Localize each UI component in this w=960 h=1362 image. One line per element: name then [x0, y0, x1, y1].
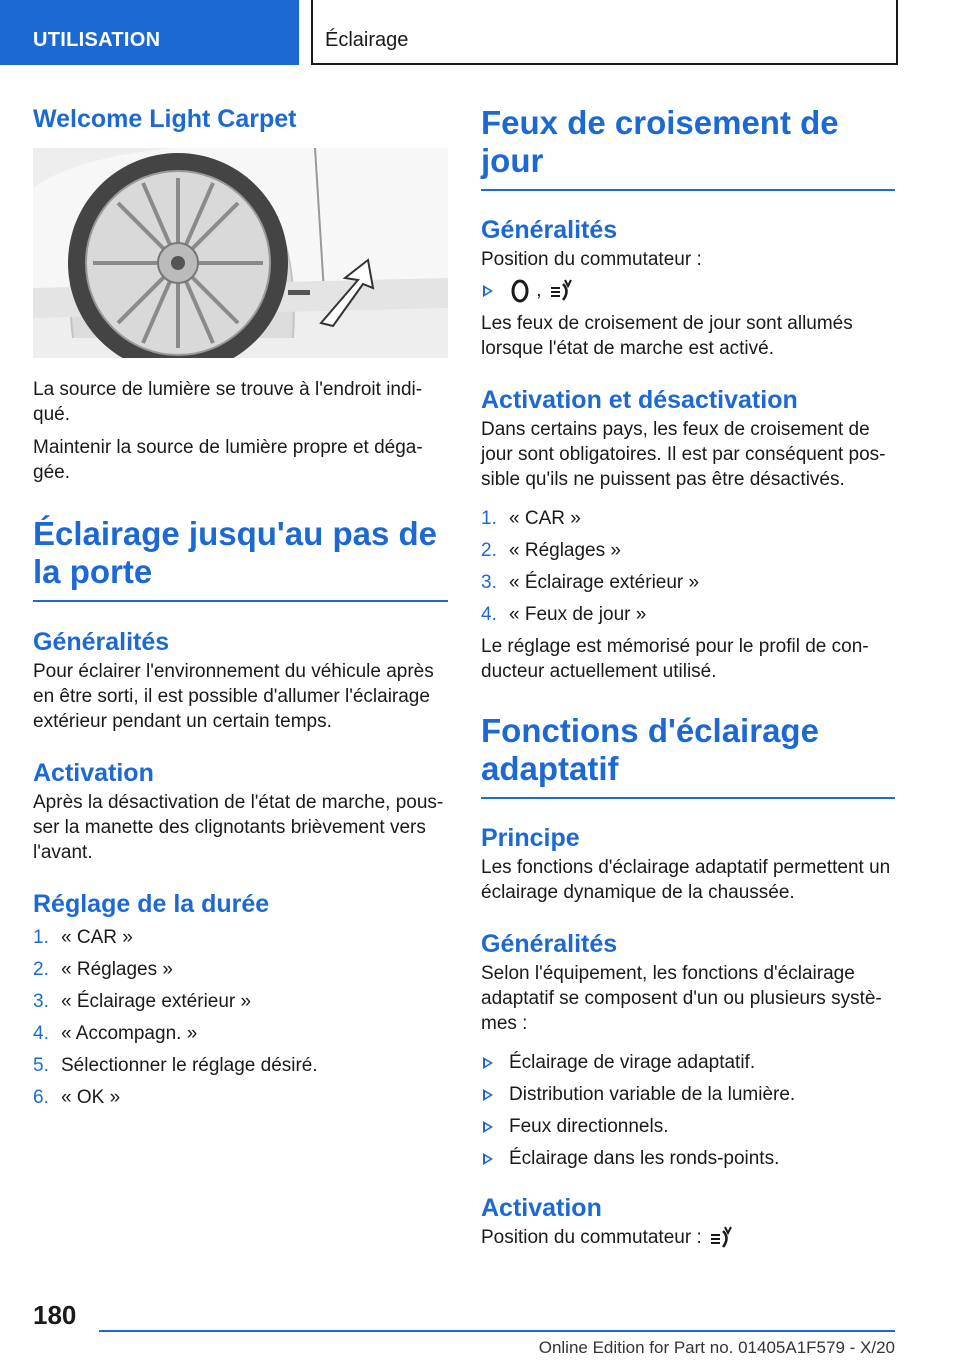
- act-deact-text: Dans certains pays, les feux de croisement de jour sont obligatoires. Il est par conséquent pos‐sible qu'ils ne puissent pas être désactivés.: [481, 419, 886, 490]
- adaptive-activation-title: Activation: [481, 1194, 602, 1222]
- drl-steps: [481, 506, 895, 627]
- drl-general-title: Généralités: [481, 216, 618, 244]
- duration-title: Réglage de la durée: [33, 890, 270, 918]
- list-item: Éclairage dans les ronds-points.: [481, 1146, 895, 1171]
- light-off-icon: [509, 279, 531, 303]
- adaptive-bullets: [481, 1050, 895, 1171]
- drl-title: Feux de croisement de jour: [481, 104, 895, 191]
- adaptive-general-text: Selon l'équipement, les fonctions d'éclairage adaptatif se composent d'un ou plusieurs systè‐mes :: [481, 963, 882, 1034]
- auto-light-icon: [707, 1225, 733, 1251]
- page-number: 180: [33, 1300, 77, 1330]
- memo-text: Le réglage est mémorisé pour le profil de con‐ducteur actuellement utilisé.: [481, 636, 869, 682]
- act-deact-title: Activation et désactivation: [481, 386, 798, 414]
- left-column: [33, 104, 448, 1117]
- list-item: 2. « Réglages »: [33, 959, 173, 980]
- chapter-header: [311, 0, 898, 65]
- welcome-title: Welcome Light Carpet: [33, 105, 297, 133]
- list-item: 1. « CAR »: [481, 508, 581, 529]
- principle-title: Principe: [481, 824, 580, 852]
- general-title: Généralités: [33, 628, 170, 656]
- switch-position-label: Position du commutateur :: [481, 249, 702, 270]
- welcome-text-1: La source de lumière se trouve à l'endroit indi‐qué.: [33, 379, 423, 425]
- list-item: 5. Sélectionner le réglage désiré.: [33, 1055, 318, 1076]
- adaptive-general-title: Généralités: [481, 930, 618, 958]
- adaptive-title: Fonctions d'éclairage adaptatif: [481, 712, 895, 799]
- list-item: 6. « OK »: [33, 1087, 121, 1108]
- activation-title: Activation: [33, 759, 154, 787]
- principle-text: Les fonctions d'éclairage adaptatif permettent un éclairage dynamique de la chaussée.: [481, 857, 891, 903]
- list-item: 2. « Réglages »: [481, 540, 621, 561]
- activation-text: Après la désactivation de l'état de marche, pous‐ser la manette des clignotants brièvement vers l'avant.: [33, 792, 444, 863]
- door-lighting-title: Éclairage jusqu'au pas de la porte: [33, 515, 448, 602]
- footer-edition: Online Edition for Part no. 01405A1F579 - X/20: [538, 1338, 895, 1357]
- drl-text: Les feux de croisement de jour sont allumés lorsque l'état de marche est activé.: [481, 313, 853, 359]
- section-tab: [0, 0, 299, 65]
- list-item: 1. « CAR »: [33, 927, 133, 948]
- footer-divider: [99, 1330, 895, 1332]
- list-item: Distribution variable de la lumière.: [481, 1082, 895, 1107]
- section-label: UTILISATION: [33, 29, 161, 51]
- list-item: 3. « Éclairage extérieur »: [33, 991, 252, 1012]
- list-item: Éclairage de virage adaptatif.: [481, 1050, 895, 1075]
- auto-light-icon: [547, 278, 573, 304]
- switch-position-list: [481, 278, 895, 304]
- right-column: [481, 104, 895, 1251]
- list-item: ,: [481, 278, 895, 304]
- general-text: Pour éclairer l'environnement du véhicule après en être sorti, il est possible d'allumer l'éclairage extérieur pendant un certain temps.: [33, 661, 434, 732]
- adaptive-switch-label: Position du commutateur :: [481, 1225, 895, 1251]
- car-wheel-illustration: [33, 148, 448, 358]
- list-item: 4. « Feux de jour »: [481, 604, 647, 625]
- list-item: Feux directionnels.: [481, 1114, 895, 1139]
- list-item: 3. « Éclairage extérieur »: [481, 572, 700, 593]
- chapter-label: Éclairage: [325, 29, 409, 51]
- list-item: 4. « Accompagn. »: [33, 1023, 198, 1044]
- duration-steps: [33, 925, 448, 1110]
- welcome-text-2: Maintenir la source de lumière propre et déga‐gée.: [33, 437, 423, 483]
